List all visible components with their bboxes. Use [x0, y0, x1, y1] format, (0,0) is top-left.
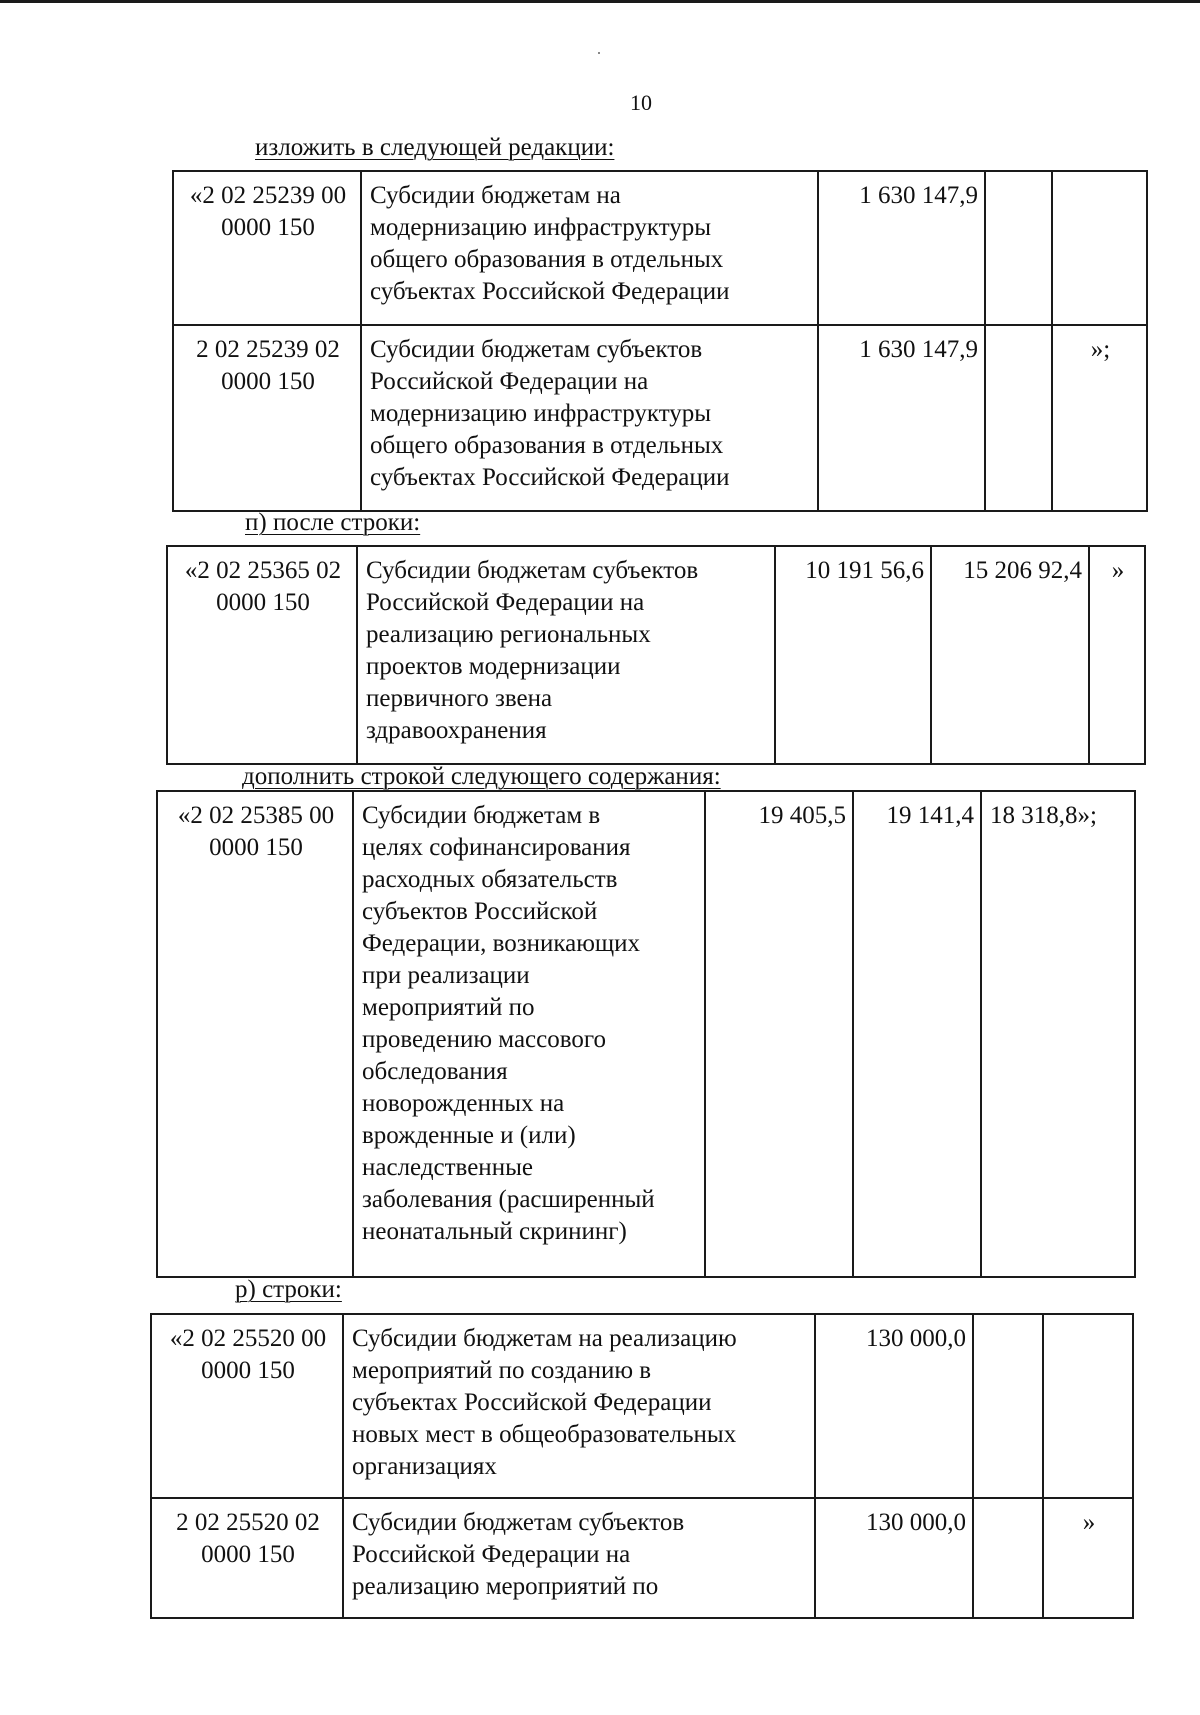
amount-year2-cell: 15 206 92,4: [931, 546, 1089, 764]
table-row: [151, 1314, 1133, 1498]
amount-year2-cell: [985, 171, 1052, 325]
section-label-rows: р) строки:: [235, 1276, 342, 1303]
amount-year3-cell: 18 318,8»;: [981, 791, 1135, 1277]
description-cell: Субсидии бюджетам на модернизацию инфраструктуры общего образования в отдельных субъектах Российской Федерации: [361, 171, 818, 325]
table-after-row: [166, 545, 1146, 765]
description-cell: Субсидии бюджетам субъектов Российской Федерации на реализацию региональных проектов модернизации первичного звена здравоохранения: [357, 546, 775, 764]
table-row: [173, 325, 1147, 511]
amount-year1-cell: 130 000,0: [815, 1498, 973, 1618]
page-number: 10: [630, 90, 652, 115]
amount-year1-cell: 10 191 56,6: [775, 546, 931, 764]
budget-code-cell: «2 02 25520 00 0000 150: [151, 1314, 343, 1498]
amount-year2-cell: 19 141,4: [853, 791, 981, 1277]
description-cell: Субсидии бюджетам субъектов Российской Федерации на модернизацию инфраструктуры общего образования в отдельных субъектах Российской Федерации: [361, 325, 818, 511]
amount-year3-cell: [1052, 171, 1147, 325]
amount-year3-cell: »: [1089, 546, 1145, 764]
section-label-restate: изложить в следующей редакции:: [255, 134, 615, 161]
amount-year3-cell: [1043, 1314, 1133, 1498]
description-cell: Субсидии бюджетам субъектов Российской Федерации на реализацию мероприятий по: [343, 1498, 815, 1618]
budget-code-cell: 2 02 25239 02 0000 150: [173, 325, 361, 511]
amount-year1-cell: 19 405,5: [705, 791, 853, 1277]
amount-year3-cell: »: [1043, 1498, 1133, 1618]
amount-year2-cell: [973, 1498, 1043, 1618]
table-added-row: [156, 790, 1136, 1278]
scan-speck: [598, 52, 600, 54]
amount-year1-cell: 1 630 147,9: [818, 171, 985, 325]
section-label-add-row: дополнить строкой следующего содержания:: [242, 763, 721, 790]
amount-year1-cell: 130 000,0: [815, 1314, 973, 1498]
table-row: [151, 1498, 1133, 1618]
budget-code-cell: 2 02 25520 02 0000 150: [151, 1498, 343, 1618]
description-cell: Субсидии бюджетам на реализацию мероприятий по созданию в субъектах Российской Федерации новых мест в общеобразовательных организациях: [343, 1314, 815, 1498]
scan-top-border: [0, 0, 1200, 3]
table-row: [167, 546, 1145, 764]
table-row: [157, 791, 1135, 1277]
budget-code-cell: «2 02 25365 02 0000 150: [167, 546, 357, 764]
table-restated-rows: [172, 170, 1148, 512]
section-label-after-row: п) после строки:: [245, 509, 421, 536]
budget-code-cell: «2 02 25385 00 0000 150: [157, 791, 353, 1277]
amount-year3-cell: »;: [1052, 325, 1147, 511]
amount-year2-cell: [973, 1314, 1043, 1498]
table-row: [173, 171, 1147, 325]
budget-code-cell: «2 02 25239 00 0000 150: [173, 171, 361, 325]
amount-year2-cell: [985, 325, 1052, 511]
amount-year1-cell: 1 630 147,9: [818, 325, 985, 511]
description-cell: Субсидии бюджетам в целях софинансирования расходных обязательств субъектов Российской Федерации, возникающих при реализации мероприятий по проведению массового обследования новорожденных на врожденные и (или) наследственные заболевания (расширенный неонатальный скрининг): [353, 791, 705, 1277]
table-rows: [150, 1313, 1134, 1619]
